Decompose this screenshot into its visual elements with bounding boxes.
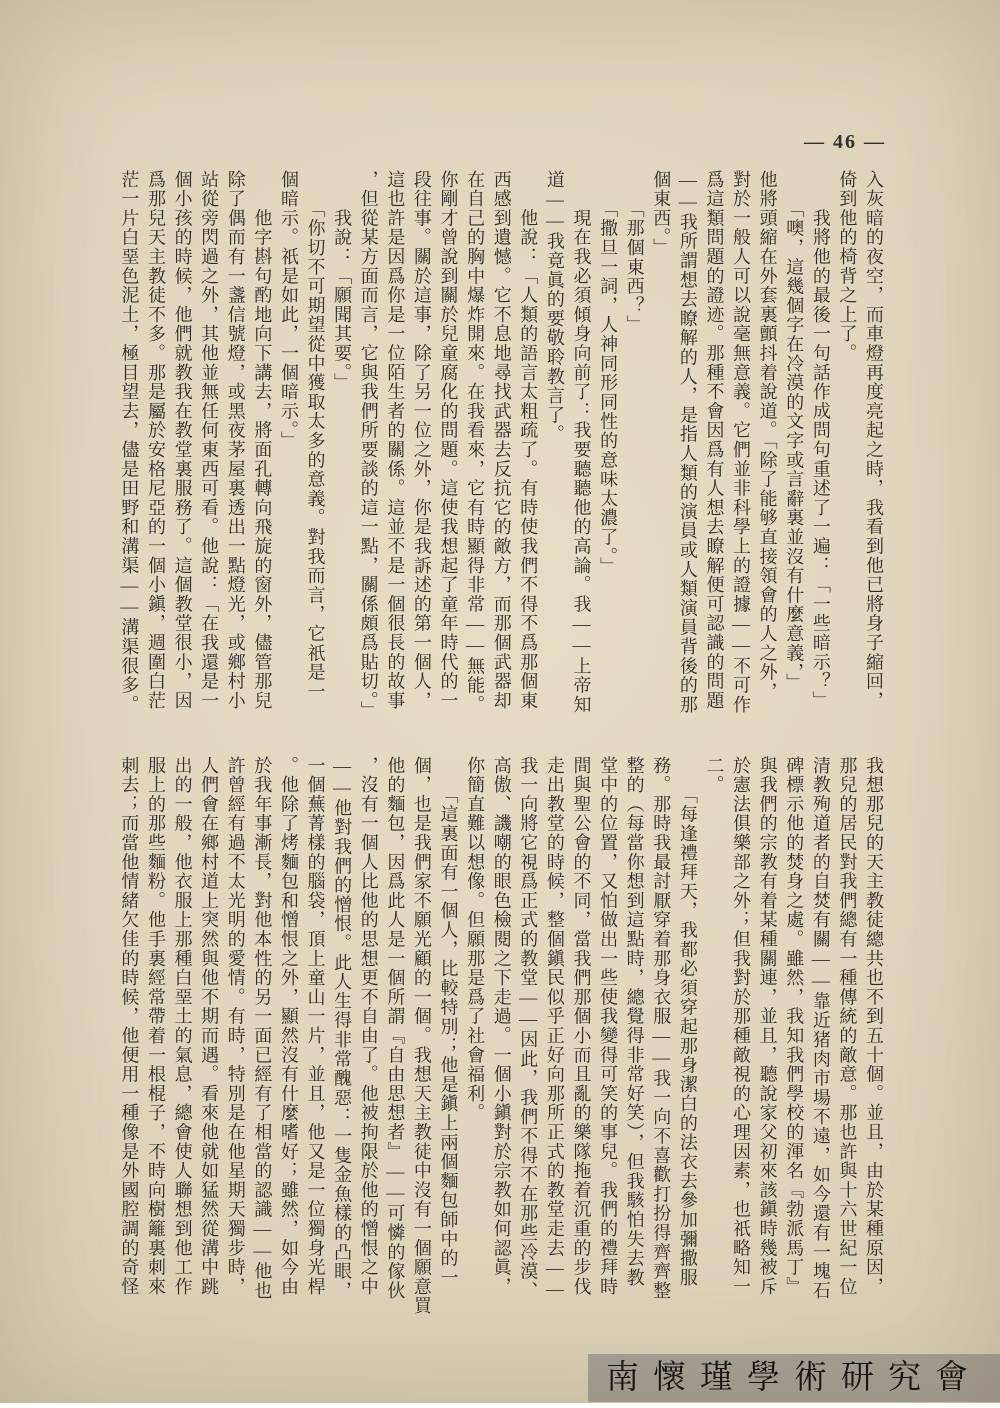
text-column: 那兒的居民對我們總有一種傳統的敵意。那也許與十六世紀一位 [837,756,858,1297]
text-column: 個小孩的時候，他們就教我在教堂裏服務了。這個教堂很小，因 [172,170,193,711]
text-column: 於我年事漸長，對他本性的另一面已經有了相當的認識——他也 [252,756,273,1301]
text-column: 出的一般，他衣服上那種白堊土的氣息，總會使人聯想到他工作 [172,756,193,1297]
text-column: 「撒旦一詞，人神同形同性的意味太濃了。」 [598,170,619,577]
text-column: 我說：「願聞其要。」 [332,170,353,393]
text-column: 現在我必須傾身向前了：我要聽聽他的高論。我——上帝知 [571,170,592,715]
upper-text-block [112,170,887,721]
text-column: 我一向將它視爲正式的教堂——因此，我們不得不在那些冷漠、 [518,756,539,1301]
text-column: 間與聖公會的不同，當我們那個小而且亂的樂隊拖着沉重的步伐 [571,756,592,1297]
text-column: 堂中的位置，又怕做出一些使我變得可笑的事兒。我們的禮拜時 [598,756,619,1297]
text-column: 我將他的最後一句話作成問句重述了一遍：「一些暗示？」 [810,170,831,711]
watermark-text: 南懷瑾學術研究會 [606,1360,982,1396]
text-column: ——我所謂想去瞭解的人，是指人類的演員或人類演員背後的那 [677,170,698,715]
watermark-banner [588,1354,1000,1402]
text-column: 入灰暗的夜空，而車燈再度亮起之時，我看到他已將身子縮回， [864,170,884,711]
text-column: 他字斟句酌地向下講去，將面孔轉向飛旋的窗外，儘管那兒 [252,170,273,711]
text-column: 爲這類問題的證迹。那種不會因爲有人想去瞭解便可認識的問題 [704,170,725,711]
text-column: 站從旁閃過之外，其他並無任何東西可看。他說：「在我還是一 [199,170,220,711]
text-column: 「每逢禮拜天，我都必須穿起那身潔白的法衣去參加彌撒服 [677,756,698,1288]
text-column: 爲那兒天主教徒不多。那是屬於安格尼亞的一個小鎭，週圍白茫 [145,170,166,711]
page-number: — 46 — [804,131,886,153]
text-column: 倚到他的椅背之上了。 [837,170,858,363]
text-column: 「這裏面有一個人，比較特別；他是鎭上兩個麵包師中的一 [438,756,459,1288]
text-column: ，沒有一個人比他的思想更不自由了。他被拘限於他的憎恨之中 [358,756,379,1297]
text-column: 務。那時我最討厭穿着那身衣服——我一向不喜歡打扮得齊齊整 [651,756,672,1301]
text-column: 這也許是因爲你是一位陌生者的關係。這並不是一個很長的故事 [385,170,406,711]
text-column: 人們會在鄉村道上突然與他不期而遇。看來他就如猛然從溝中跳 [199,756,220,1297]
text-column: 。他除了烤麵包和憎恨之外，顯然沒有什麼嗜好；雖然，如今由 [278,756,299,1297]
text-column: 二。 [704,756,725,795]
text-column: 碑標示他的焚身之處。雖然，我知我們學校的渾名『勃派馬丁』 [784,756,805,1297]
text-column: 他將頭縮在外套裏顫抖着說道。「除了能够直接領會的人之外， [757,170,778,702]
text-column: 段往事。關於這事，除了另一位之外，你是我訴述的第一個人， [411,170,432,711]
text-column: 道——我竟眞的要敬聆教言了。 [544,170,565,445]
text-column: 對於一般人可以說毫無意義。它們並非科學上的證據——不可作 [731,170,752,715]
text-column: 他說：「人類的語言太粗疏了。有時使我們不得不爲那個東 [518,170,539,711]
text-column: 茫一片白堊色泥土，極目望去，儘是田野和溝渠——溝渠很多。 [119,170,140,715]
text-column: 許曾經有過不太光明的愛情。有時，特別是在他星期天獨步時， [225,756,246,1297]
text-column: 高傲、譏嘲的眼色檢閱之下走過。一個小鎭對於宗教如何認眞， [491,756,512,1297]
text-column: 清教殉道者的自焚有關——靠近猪肉市場不遠，如今還有一塊石 [810,756,831,1301]
text-column: 在自己的胸中爆炸開來。在我看來，它有時顯得非常——無能。 [465,170,486,715]
text-column: 於憲法俱樂部之外；但我對於那種敵視的心理因素，也祇略知一 [731,756,752,1297]
text-column: 「你切不可期望從中獲取太多的意義。對我而言，它祇是一 [305,170,326,702]
text-column: ，但從某方面而言，它與我們所要談的這一點，關係頗爲貼切。」 [358,170,379,721]
text-column: 走出教堂的時候，整個鎭民似乎正好向那所正式的教堂走去—— [544,756,565,1301]
text-column: 你簡直難以想像。但願那是爲了社會福利。 [465,756,486,1123]
text-column: 整的（每當你想到這點時，總覺得非常好笑），但我駭怕失去教 [624,756,645,1288]
text-column: 「噢，這幾個字在冷漠的文字或言辭裏並沒有什麼意義，」 [784,170,805,693]
text-column: 你剛才曾說到關於兒童腐化的問題。這使我想起了童年時代的一 [438,170,459,711]
text-column: 我想那兒的天主教徒總共也不到五十個。並且，由於某種原因， [864,756,884,1297]
text-column: 個東西。」 [651,170,672,258]
text-column: 服上的那些麵粉。他手裏經常帶着一根棍子，不時向樹籬裏刺來 [145,756,166,1297]
text-column: 除了偶而有一盞信號燈，或黑夜茅屋裏透出一點燈光，或鄉村小 [225,170,246,711]
lower-text-block [112,756,887,1316]
text-column: 一個蕪菁樣的腦袋，頂上童山一片，並且，他又是一位獨身光桿 [305,756,326,1297]
text-column: 個，也是我們家不願光顧的一個。我想天主教徒中沒有一個願意買 [411,756,432,1316]
text-column: 「那個東西？」 [624,170,645,335]
text-column: 他的麵包，因爲此人是一個所謂『自由思想者』——可憐的傢伙 [385,756,406,1301]
text-column: ——他對我們的憎恨。此人生得非常醜惡：一隻金魚樣的凸眼， [332,756,353,1301]
text-column: 西感到遺憾。它不息地尋找武器去反抗它的敵方，而那個武器却 [491,170,512,711]
text-column: 個暗示。祇是如此，一個暗示。」 [278,170,299,451]
text-column: 刺去；而當他情緒欠佳的時候，他便用一種像是外國腔調的奇怪 [119,756,140,1297]
text-column: 與我們的宗教有着某種關連，並且，聽說家父初來該鎭時幾被斥 [757,756,778,1297]
